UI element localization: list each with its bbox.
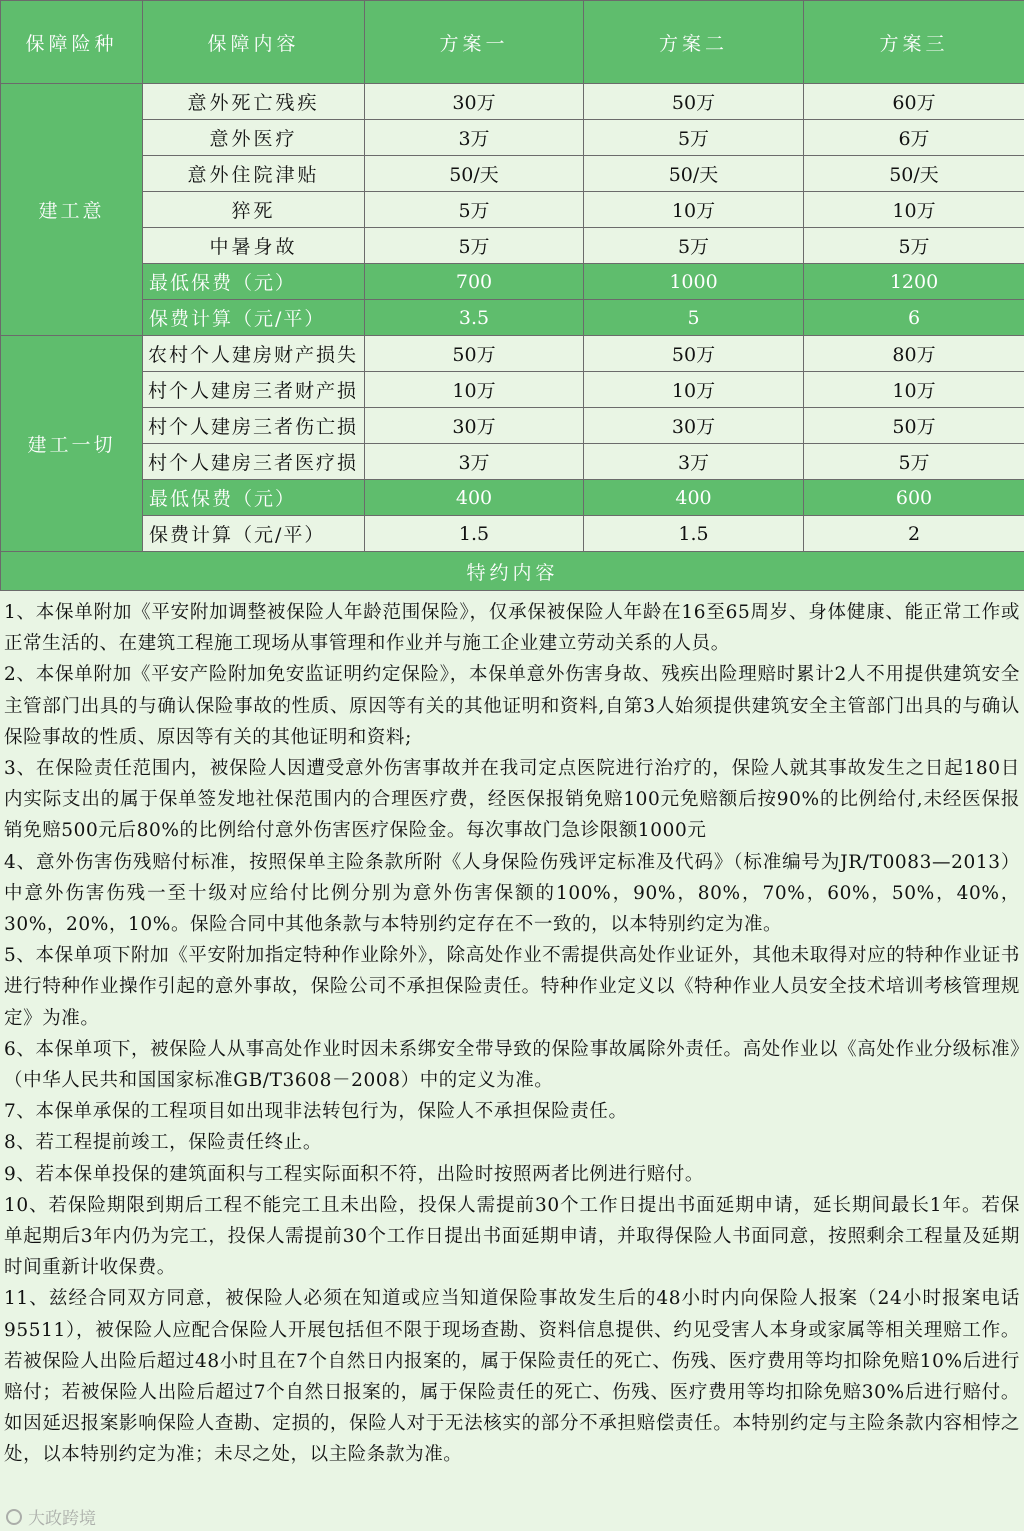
clause-1: 1、本保单附加《平安附加调整被保险人年龄范围保险》，仅承保被保险人年龄在16至65周岁、身体健康、能正常工作或正常生活的、在建筑工程施工现场从事管理和作业并与施工企业建立劳动关系的人员。 (4, 602, 1020, 655)
plan-value: 50万 (804, 408, 1024, 444)
table-header-row (1, 1, 1024, 84)
header-plan-3: 方案三 (804, 1, 1024, 84)
plan-value: 5万 (804, 444, 1024, 480)
plan-value: 5万 (804, 228, 1024, 264)
coverage-item: 村个人建房三者医疗损 (143, 444, 365, 480)
plan-value: 3万 (365, 444, 584, 480)
table-row (1, 192, 1024, 228)
summary-row (1, 516, 1024, 552)
plan-value: 50万 (584, 84, 804, 120)
plan-value: 80万 (804, 336, 1024, 372)
plan-value: 50万 (584, 336, 804, 372)
coverage-item: 猝死 (143, 192, 365, 228)
watermark-logo-icon (6, 1509, 22, 1525)
summary-value: 6 (804, 300, 1024, 336)
summary-row (1, 264, 1024, 300)
summary-value: 1200 (804, 264, 1024, 300)
plan-value: 50/天 (365, 156, 584, 192)
clause-3: 3、在保险责任范围内，被保险人因遭受意外伤害事故并在我司定点医院进行治疗的，保险人就其事故发生之日起180日内实际支出的属于保单签发地社保范围内的合理医疗费，经医保报销免赔100元免赔额后按90%的比例给付,未经医保报销免赔500元后80%的比例给付意外伤害医疗保险金。每次事故门急诊限额1000元 (4, 758, 1020, 842)
summary-value: 1.5 (365, 516, 584, 552)
clause-9: 9、若本保单投保的建筑面积与工程实际面积不符，出险时按照两者比例进行赔付。 (4, 1163, 704, 1185)
clause-6: 6、本保单项下，被保险人从事高处作业时因未系绑安全带导致的保险事故属除外责任。高处作业以《高处作业分级标准》（中华人民共和国国家标准GB/T3608－2008）中的定义为准。 (4, 1038, 1020, 1092)
category-cell: 建工一切 (1, 336, 143, 552)
summary-value: 2 (804, 516, 1024, 552)
plan-value: 30万 (365, 408, 584, 444)
clause-8: 8、若工程提前竣工，保险责任终止。 (4, 1132, 322, 1154)
plan-value: 3万 (584, 444, 804, 480)
coverage-table (0, 0, 1024, 591)
category-cell: 建工意 (1, 84, 143, 336)
plan-value: 10万 (584, 192, 804, 228)
summary-value: 1000 (584, 264, 804, 300)
plan-value: 3万 (365, 120, 584, 156)
table-row (1, 156, 1024, 192)
summary-row (1, 300, 1024, 336)
coverage-item: 村个人建房三者财产损 (143, 372, 365, 408)
plan-value: 30万 (365, 84, 584, 120)
plan-value: 5万 (584, 228, 804, 264)
summary-label: 最低保费（元） (143, 480, 365, 516)
table-row (1, 444, 1024, 480)
plan-value: 10万 (584, 372, 804, 408)
header-category: 保障险种 (1, 1, 143, 84)
plan-value: 50/天 (584, 156, 804, 192)
special-terms-title: 特约内容 (1, 552, 1024, 591)
summary-value: 600 (804, 480, 1024, 516)
table-row (1, 408, 1024, 444)
watermark-text: 大政跨境 (28, 1509, 96, 1529)
summary-value: 700 (365, 264, 584, 300)
coverage-item: 意外医疗 (143, 120, 365, 156)
plan-value: 50万 (365, 336, 584, 372)
summary-label: 保费计算（元/平） (143, 516, 365, 552)
table-row (1, 84, 1024, 120)
plan-value: 10万 (365, 372, 584, 408)
special-terms-body (0, 591, 1024, 1531)
table-row (1, 336, 1024, 372)
coverage-item: 意外死亡残疾 (143, 84, 365, 120)
clause-5: 5、本保单项下附加《平安附加指定特种作业除外》，除高处作业不需提供高处作业证外，其他未取得对应的特种作业证书进行特种作业操作引起的意外事故，保险公司不承担保险责任。特种作业定义以《特种作业人员安全技术培训考核管理规定》为准。 (4, 945, 1020, 1029)
coverage-item: 村个人建房三者伤亡损 (143, 408, 365, 444)
summary-value: 3.5 (365, 300, 584, 336)
coverage-item: 意外住院津贴 (143, 156, 365, 192)
summary-label: 保费计算（元/平） (143, 300, 365, 336)
summary-value: 400 (584, 480, 804, 516)
summary-value: 1.5 (584, 516, 804, 552)
table-row (1, 120, 1024, 156)
summary-value: 5 (584, 300, 804, 336)
special-terms-header-row (1, 552, 1024, 591)
table-row (1, 228, 1024, 264)
plan-value: 6万 (804, 120, 1024, 156)
coverage-item: 农村个人建房财产损失 (143, 336, 365, 372)
summary-row (1, 480, 1024, 516)
coverage-item: 中暑身故 (143, 228, 365, 264)
summary-value: 400 (365, 480, 584, 516)
header-content: 保障内容 (143, 1, 365, 84)
clause-2: 2、本保单附加《平安产险附加免安监证明约定保险》，本保单意外伤害身故、残疾出险理赔时累计2人不用提供建筑安全主管部门出具的与确认保险事故的性质、原因等有关的其他证明和资料,自第3人始须提供建筑安全主管部门出具的与确认保险事故的性质、原因等有关的其他证明和资料; (4, 664, 1020, 748)
plan-value: 5万 (584, 120, 804, 156)
header-plan-1: 方案一 (365, 1, 584, 84)
header-plan-2: 方案二 (584, 1, 804, 84)
watermark (6, 1504, 96, 1529)
plan-value: 5万 (365, 192, 584, 228)
summary-label: 最低保费（元） (143, 264, 365, 300)
plan-value: 5万 (365, 228, 584, 264)
clause-11: 11、兹经合同双方同意，被保险人必须在知道或应当知道保险事故发生后的48小时内向保险人报案（24小时报案电话95511），被保险人应配合保险人开展包括但不限于现场查勘、资料信息提供、约见受害人本身或家属等相关理赔工作。若被保险人出险后超过48小时且在7个自然日内报案的，属于保险责任的死亡、伤残、医疗费用等均扣除免赔10%后进行赔付；若被保险人出险后超过7个自然日报案的，属于保险责任的死亡、伤残、医疗费用等均扣除免赔30%后进行赔付。如因延迟报案影响保险人查勘、定损的，保险人对于无法核实的部分不承担赔偿责任。本特别约定与主险条款内容相悖之处，以本特别约定为准；未尽之处，以主险条款为准。 (4, 1288, 1020, 1466)
plan-value: 50/天 (804, 156, 1024, 192)
clause-10: 10、若保险期限到期后工程不能完工且未出险，投保人需提前30个工作日提出书面延期申请，延长期间最长1年。若保单起期后3年内仍为完工，投保人需提前30个工作日提出书面延期申请，并取得保险人书面同意，按照剩余工程量及延期时间重新计收保费。 (4, 1194, 1020, 1279)
plan-value: 10万 (804, 192, 1024, 228)
clause-4: 4、意外伤害伤残赔付标准，按照保单主险条款所附《人身保险伤残评定标准及代码》（标准编号为JR/T0083—2013）中意外伤害伤残一至十级对应给付比例分别为意外伤害保额的100%，90%，80%，70%，60%，50%，40%，30%，20%，10%。保险合同中其他条款与本特别约定存在不一致的，以本特别约定为准。 (4, 851, 1020, 936)
plan-value: 10万 (804, 372, 1024, 408)
clause-7: 7、本保单承保的工程项目如出现非法转包行为，保险人不承担保险责任。 (4, 1101, 628, 1123)
table-row (1, 372, 1024, 408)
plan-value: 60万 (804, 84, 1024, 120)
plan-value: 30万 (584, 408, 804, 444)
